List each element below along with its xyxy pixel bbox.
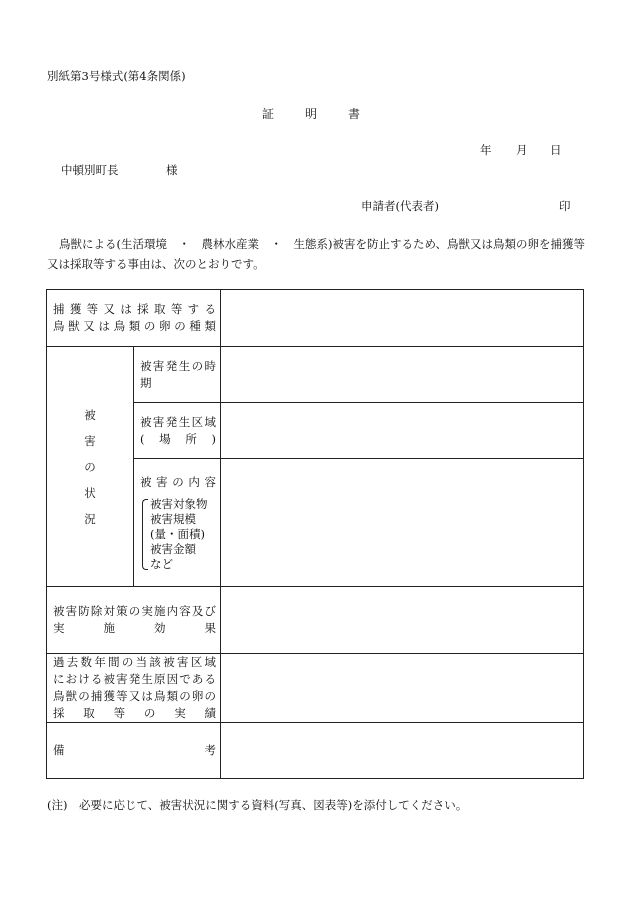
damage-area-label-cell [134,403,221,459]
history-label-line1: 過去数年間の当該被害区域 [53,655,216,669]
damage-time-label-cell [134,347,221,403]
species-label-line2: 鳥獣又は鳥類の卵の種類 [53,319,216,333]
applicant-label: 申請者(代表者) [361,199,439,213]
date-year: 年 [480,143,492,157]
table-row-remarks [47,723,584,779]
measures-label-line1: 被害防除対策の実施内容及び [53,604,216,618]
addressee: 中頓別町長 [61,163,119,177]
damage-content-items [140,496,219,572]
damage-status-group-cell [47,347,134,587]
date-day: 日 [550,143,562,157]
remarks-label-cell [47,723,221,779]
date-month: 月 [516,143,528,157]
form-number-label: 別紙第3号様式(第4条関係) [47,69,186,83]
measures-label-line2: 実施効果 [53,621,216,635]
seal-mark: 印 [559,199,571,213]
table-row-damage-time [47,347,584,403]
damage-item-target: 被害対象物 [150,496,208,511]
damage-area-label: 被害発生区域(場所) [140,414,216,446]
damage-content-label: 被害の内容 [140,474,216,489]
certificate-form-table [46,289,584,779]
history-label-line4: 採取等の実績 [53,706,216,720]
footnote: (注) 必要に応じて、被害状況に関する資料(写真、図表等)を添付してください。 [47,798,468,812]
history-label-line3: 鳥獣の捕獲等又は鳥類の卵の [53,689,216,703]
measures-value-cell[interactable] [221,587,584,654]
damage-status-label: 被害の状況 [84,407,96,526]
species-label-cell [47,290,221,347]
document-title: 証明書 [262,107,392,121]
intro-paragraph: 鳥獣による(生活環境 ・ 農林水産業 ・ 生態系)被害を防止するため、鳥獣又は鳥類の卵を捕獲等又は採取等する事由は、次のとおりです。 [47,237,586,271]
date-line [480,142,562,158]
damage-area-value-cell[interactable] [221,403,584,459]
measures-label-cell [47,587,221,654]
species-label-line1: 捕獲等又は採取等する [53,302,216,316]
species-value-cell[interactable] [221,290,584,347]
damage-item-amount: 被害金額 など [150,541,219,571]
damage-content-label-cell [134,459,221,587]
addressee-honorific: 様 [166,163,178,177]
history-label-line2: における被害発生原因である [53,672,216,686]
damage-time-label: 被害発生の時期 [140,358,216,390]
history-value-cell[interactable] [221,654,584,723]
table-row-species [47,290,584,347]
damage-time-value-cell[interactable] [221,347,584,403]
remarks-value-cell[interactable] [221,723,584,779]
table-row-measures [47,587,584,654]
remarks-label: 備考 [53,743,216,757]
table-row-history [47,654,584,723]
history-label-cell [47,654,221,723]
damage-item-scale: 被害規模(量・面積) [150,511,205,541]
damage-content-value-cell[interactable] [221,459,584,587]
